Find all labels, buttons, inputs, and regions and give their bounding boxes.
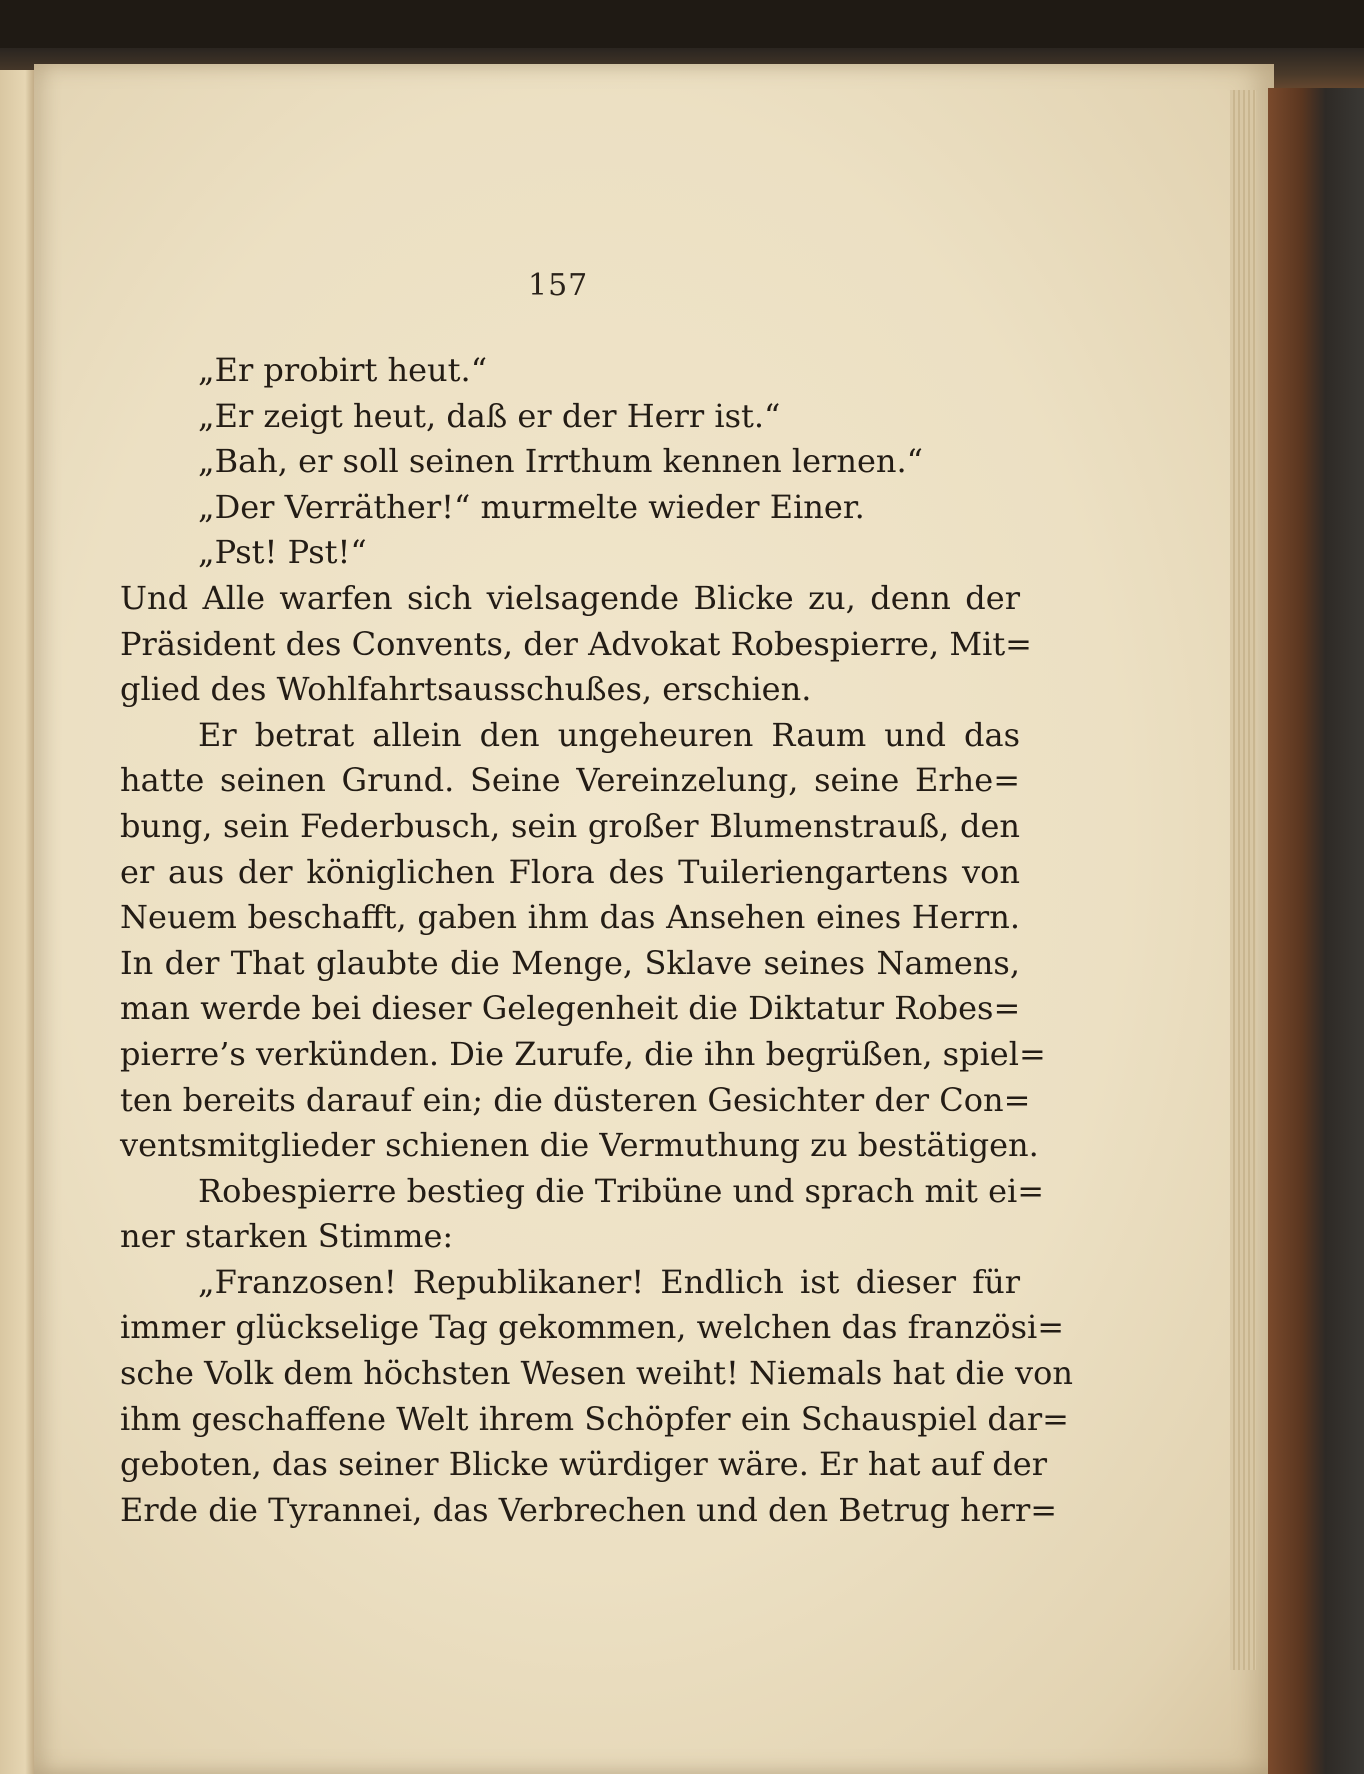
body-text — [120, 348, 1073, 1533]
text-line: ventsmitglieder schienen die Vermuthung zu bestätigen. — [120, 1126, 1039, 1165]
text-line: man werde bei dieser Gelegenheit die Diktatur Robes= — [120, 989, 1021, 1028]
text-line: Präsident des Convents, der Advokat Robespierre, Mit= — [120, 624, 1032, 663]
text-line: pierre’s verkünden. Die Zurufe, die ihn begrüßen, spiel= — [120, 1034, 1046, 1073]
text-line: glied des Wohlfahrtsausschußes, erschien. — [120, 670, 812, 709]
page-stack-edge — [1230, 90, 1256, 1670]
text-line: Erde die Tyrannei, das Verbrechen und den Betrug herr= — [120, 1490, 1058, 1529]
page-number: 157 — [528, 268, 589, 303]
text-line: ihm geschaffene Welt ihrem Schöpfer ein Schauspiel dar= — [120, 1399, 1069, 1438]
text-line: „Bah, er soll seinen Irrthum kennen lernen.“ — [198, 442, 924, 481]
text-line: ten bereits darauf ein; die düsteren Gesichter der Con= — [120, 1080, 1031, 1119]
text-line: bung, sein Federbusch, sein großer Blumenstrauß, den — [120, 806, 1020, 845]
text-line: ner starken Stimme: — [120, 1217, 454, 1256]
book-cover-right-edge — [1268, 88, 1364, 1774]
text-line: „Pst! Pst!“ — [198, 533, 367, 572]
text-line: er aus der königlichen Flora des Tuileriengartens von — [120, 852, 1020, 891]
previous-page-edge — [0, 70, 36, 1774]
text-line: sche Volk dem höchsten Wesen weiht! Niemals hat die von — [120, 1354, 1073, 1393]
text-line: „Er probirt heut.“ — [198, 351, 488, 389]
text-line: hatte seinen Grund. Seine Vereinzelung, seine Erhe= — [120, 761, 1020, 800]
text-line: Er betrat allein den ungeheuren Raum und das — [198, 715, 1020, 754]
text-line: „Er zeigt heut, daß er der Herr ist.“ — [198, 396, 781, 435]
text-line: „Der Verräther!“ murmelte wieder Einer. — [198, 487, 865, 526]
text-line: Und Alle warfen sich vielsagende Blicke zu, denn der — [120, 578, 1020, 617]
text-line: Neuem beschafft, gaben ihm das Ansehen eines Herrn. — [120, 898, 1020, 937]
text-line: Robespierre bestieg die Tribüne und sprach mit ei= — [198, 1171, 1045, 1210]
text-line: immer glückselige Tag gekommen, welchen das französi= — [120, 1308, 1065, 1347]
text-line: geboten, das seiner Blicke würdiger wäre. Er hat auf der — [120, 1445, 1048, 1484]
text-line: „Franzosen! Republikaner! Endlich ist dieser für — [198, 1262, 1020, 1301]
text-line: In der That glaubte die Menge, Sklave seines Namens, — [120, 943, 1020, 982]
